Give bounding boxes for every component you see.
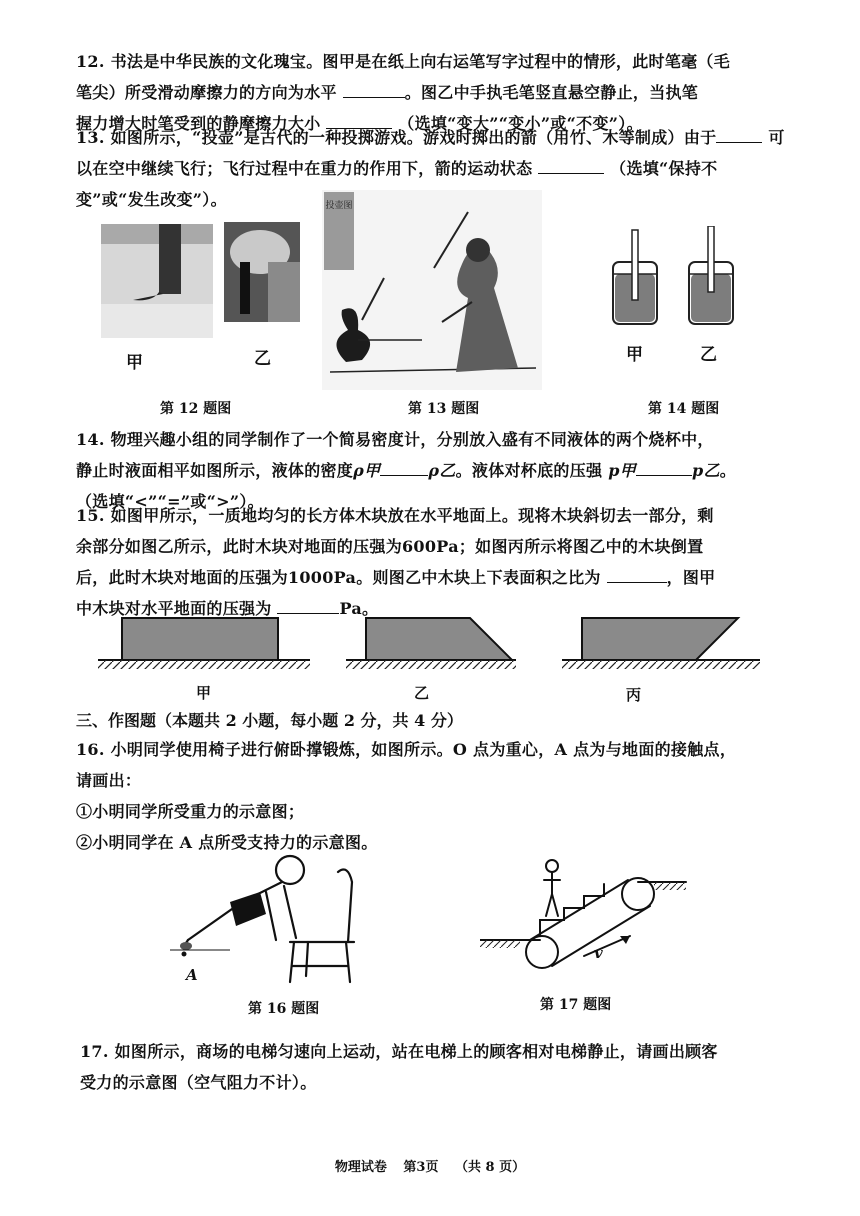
- q13-number: 13.: [76, 128, 105, 147]
- q14-number: 14.: [76, 430, 105, 449]
- fig15-blocks: [96, 614, 762, 676]
- q12-line1: 书法是中华民族的文化瑰宝。图甲是在纸上向右运笔写字过程中的情形，此时笔毫（毛: [110, 52, 731, 71]
- q15-line3b: ，图甲: [666, 568, 716, 587]
- q15-blank-1[interactable]: [607, 564, 667, 583]
- q15-line3: 后，此时木块对地面的压强为1000Pa。则图乙中木块上下表面积之比为: [76, 568, 601, 587]
- fig15-label-yi: 乙: [414, 684, 430, 702]
- p-yi: p乙: [691, 461, 720, 480]
- q17-number: 17.: [80, 1042, 109, 1061]
- q14-line3: （选填“<”“=”或“>”）。: [76, 492, 264, 511]
- q12-number: 12.: [76, 52, 105, 71]
- fig17-caption: 第 17 题图: [540, 997, 612, 1013]
- fig14-label-jia: 甲: [626, 345, 643, 365]
- q13-blank-2[interactable]: [538, 155, 604, 174]
- fig16-pushup: [170, 842, 380, 990]
- q13-line2: 以在空中继续飞行；飞行过程中在重力的作用下，箭的运动状态: [76, 159, 533, 178]
- question-16: [76, 734, 806, 858]
- fig14-caption: 第 14 题图: [648, 401, 720, 417]
- fig12-jia-photo: [101, 224, 213, 338]
- fig13-touhu-painting: [322, 190, 542, 390]
- q12-line3: 握力增大时笔受到的静摩擦力大小: [76, 114, 321, 133]
- p-jia: p甲: [608, 461, 636, 480]
- q15-line4: 中木块对水平地面的压强为: [76, 599, 272, 618]
- q13-line2b: （选填“保持不: [610, 159, 718, 178]
- q12-line3b: （选填“变大”“变小”或“不变”）。: [398, 114, 643, 133]
- q14-line2b: 。液体对杯底的压强: [455, 461, 603, 480]
- q15-line1: 如图甲所示，一质地均匀的长方体木块放在水平地面上。现将木块斜切去一部分，剩: [110, 506, 714, 525]
- footer-total: （共 8 页）: [455, 1160, 526, 1175]
- q12-line2b: 。图乙中手执毛笔竖直悬空静止，当执笔: [404, 83, 699, 102]
- q14-end: 。: [719, 461, 737, 480]
- q14-line1: 物理兴趣小组的同学制作了一个简易密度计，分别放入盛有不同液体的两个烧杯中，: [110, 430, 714, 449]
- section-3-heading: 三、作图题（本题共 2 小题，每小题 2 分，共 4 分）: [76, 711, 463, 730]
- q15-blank-2[interactable]: [277, 595, 339, 614]
- q15-number: 15.: [76, 506, 105, 525]
- q14-line2a: 静止时液面相平如图所示，液体的密度: [76, 461, 354, 480]
- fig17-escalator: [480, 856, 688, 976]
- q16-item1: ①小明同学所受重力的示意图；: [76, 802, 305, 821]
- fig13-pot-title: 投壶图: [325, 201, 353, 211]
- q13-blank-1[interactable]: [716, 124, 762, 143]
- fig13-caption: 第 13 题图: [408, 401, 480, 417]
- q13-line3: 变”或“发生改变”）。: [76, 190, 227, 209]
- q16-number: 16.: [76, 740, 105, 759]
- fig15-label-bing: 丙: [626, 686, 642, 704]
- q14-blank-1[interactable]: [380, 457, 428, 476]
- fig12-caption: 第 12 题图: [160, 401, 232, 417]
- q13-line1: 如图所示，“投壶”是古代的一种投掷游戏。游戏时掷出的箭（用竹、木等制成）由于: [110, 128, 717, 147]
- question-17: [80, 1036, 810, 1098]
- q17-line2: 受力的示意图（空气阻力不计）。: [80, 1073, 317, 1092]
- q12-blank-1[interactable]: [343, 79, 405, 98]
- q15-line2: 余部分如图乙所示，此时木块对地面的压强为600Pa；如图丙所示将图乙中的木块倒置: [76, 537, 704, 556]
- fig16-point-a: A: [186, 966, 198, 984]
- footer-subject: 物理试卷: [334, 1160, 387, 1175]
- question-15: [76, 500, 806, 624]
- fig17-velocity-v: v: [594, 944, 603, 962]
- q17-line1: 如图所示，商场的电梯匀速向上运动，站在电梯上的顾客相对电梯静止，请画出顾客: [114, 1042, 718, 1061]
- fig14-label-yi: 乙: [700, 345, 717, 365]
- fig14-beakers: [605, 226, 765, 328]
- q12-line2: 笔尖）所受滑动摩擦力的方向为水平: [76, 83, 337, 102]
- fig12-label-jia: 甲: [126, 353, 143, 373]
- fig12-label-yi: 乙: [254, 349, 271, 369]
- rho-yi: ρ乙: [428, 461, 456, 480]
- q15-line4b: Pa。: [339, 599, 379, 618]
- q16-line1: 小明同学使用椅子进行俯卧撑锻炼，如图所示。O 点为重心，A 点为与地面的接触点，: [110, 740, 737, 759]
- q16-item2: ②小明同学在 A 点所受支持力的示意图。: [76, 833, 378, 852]
- q13-line1b: 可: [768, 128, 785, 147]
- fig12-yi-photo: [224, 222, 300, 322]
- footer-page: 第3页: [403, 1160, 439, 1175]
- page-footer: [0, 1156, 860, 1175]
- fig15-label-jia: 甲: [196, 684, 212, 702]
- q14-blank-2[interactable]: [636, 457, 692, 476]
- q16-line2: 请画出：: [76, 771, 142, 790]
- fig16-caption: 第 16 题图: [248, 1001, 320, 1017]
- rho-jia: ρ甲: [353, 461, 381, 480]
